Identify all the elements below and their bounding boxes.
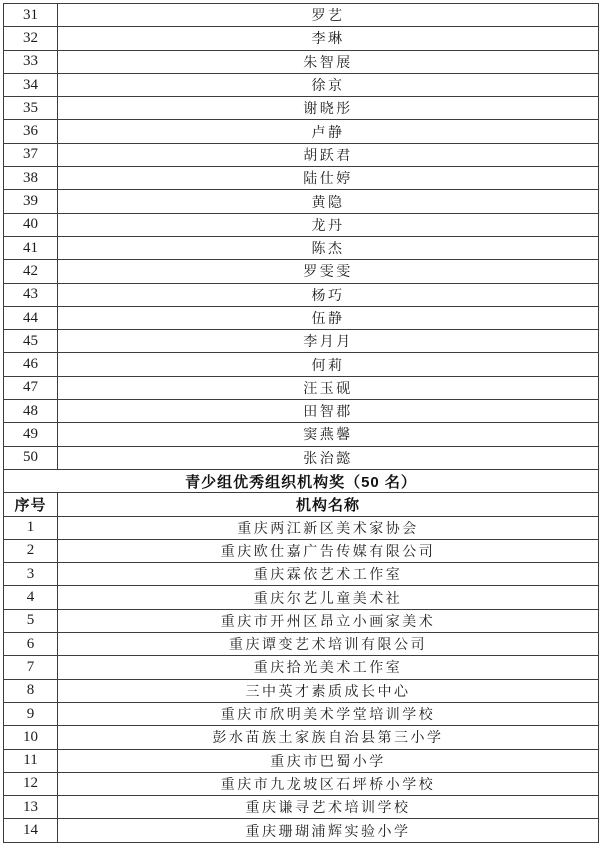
row-name: 徐京 [58, 73, 599, 96]
row-number: 37 [4, 143, 58, 166]
column-header-no: 序号 [4, 493, 58, 516]
row-number: 13 [4, 796, 58, 819]
row-name: 重庆市欣明美术学堂培训学校 [58, 702, 599, 725]
table-row [4, 353, 599, 376]
row-number: 8 [4, 679, 58, 702]
row-name: 彭水苗族土家族自治县第三小学 [58, 726, 599, 749]
row-name: 陈杰 [58, 236, 599, 259]
table-row [4, 213, 599, 236]
row-number: 33 [4, 50, 58, 73]
table-row [4, 50, 599, 73]
row-number: 42 [4, 260, 58, 283]
row-name: 朱智展 [58, 50, 599, 73]
table-row [4, 423, 599, 446]
row-number: 2 [4, 539, 58, 562]
row-number: 12 [4, 772, 58, 795]
row-name: 胡跃君 [58, 143, 599, 166]
row-name: 重庆市开州区昂立小画家美术 [58, 609, 599, 632]
row-name: 重庆欧仕嘉广告传媒有限公司 [58, 539, 599, 562]
table-row [4, 633, 599, 656]
row-name: 重庆谦寻艺术培训学校 [58, 796, 599, 819]
table-row [4, 702, 599, 725]
row-name: 龙丹 [58, 213, 599, 236]
table-row [4, 120, 599, 143]
table-row [4, 819, 599, 842]
row-number: 34 [4, 73, 58, 96]
row-name: 重庆尔艺儿童美术社 [58, 586, 599, 609]
row-name: 张治懿 [58, 446, 599, 469]
row-name: 罗艺 [58, 4, 599, 27]
row-number: 1 [4, 516, 58, 539]
row-name: 谢晓彤 [58, 97, 599, 120]
row-number: 31 [4, 4, 58, 27]
table-row [4, 516, 599, 539]
row-number: 7 [4, 656, 58, 679]
table-row [4, 563, 599, 586]
row-number: 48 [4, 400, 58, 423]
row-name: 窦燕馨 [58, 423, 599, 446]
row-number: 9 [4, 702, 58, 725]
row-name: 重庆谭变艺术培训有限公司 [58, 633, 599, 656]
org-column-header-section [4, 493, 599, 516]
table-row [4, 283, 599, 306]
row-name: 伍静 [58, 306, 599, 329]
section-header-row [4, 469, 599, 492]
row-number: 45 [4, 330, 58, 353]
row-number: 44 [4, 306, 58, 329]
table-row [4, 376, 599, 399]
row-name: 重庆两江新区美术家协会 [58, 516, 599, 539]
table-row [4, 539, 599, 562]
row-number: 43 [4, 283, 58, 306]
table-row [4, 586, 599, 609]
row-number: 14 [4, 819, 58, 842]
table-row [4, 73, 599, 96]
table-row [4, 679, 599, 702]
table-row [4, 656, 599, 679]
award-winners-table [3, 3, 599, 843]
table-row [4, 772, 599, 795]
table-row [4, 236, 599, 259]
row-number: 49 [4, 423, 58, 446]
row-name: 三中英才素质成长中心 [58, 679, 599, 702]
row-name: 重庆霖依艺术工作室 [58, 563, 599, 586]
table-row [4, 330, 599, 353]
table-row [4, 400, 599, 423]
table-row [4, 143, 599, 166]
row-name: 罗雯雯 [58, 260, 599, 283]
row-name: 汪玉砚 [58, 376, 599, 399]
row-number: 6 [4, 633, 58, 656]
row-number: 47 [4, 376, 58, 399]
row-number: 11 [4, 749, 58, 772]
table-row [4, 306, 599, 329]
row-name: 何莉 [58, 353, 599, 376]
row-name: 重庆市九龙坡区石坪桥小学校 [58, 772, 599, 795]
row-number: 36 [4, 120, 58, 143]
table-row [4, 4, 599, 27]
column-header-name: 机构名称 [58, 493, 599, 516]
row-number: 32 [4, 27, 58, 50]
row-name: 杨巧 [58, 283, 599, 306]
row-name: 重庆市巴蜀小学 [58, 749, 599, 772]
section-header-section [4, 469, 599, 492]
row-number: 46 [4, 353, 58, 376]
individual-winners-section [4, 4, 599, 470]
section-title: 青少组优秀组织机构奖（50 名） [4, 469, 599, 492]
table-row [4, 167, 599, 190]
row-number: 38 [4, 167, 58, 190]
row-name: 田智郡 [58, 400, 599, 423]
row-number: 10 [4, 726, 58, 749]
row-number: 40 [4, 213, 58, 236]
row-name: 重庆珊瑚浦辉实验小学 [58, 819, 599, 842]
table-row [4, 749, 599, 772]
row-number: 39 [4, 190, 58, 213]
table-row [4, 260, 599, 283]
row-number: 41 [4, 236, 58, 259]
row-name: 卢静 [58, 120, 599, 143]
row-number: 50 [4, 446, 58, 469]
table-row [4, 796, 599, 819]
row-name: 重庆拾光美术工作室 [58, 656, 599, 679]
table-row [4, 609, 599, 632]
table-row [4, 97, 599, 120]
row-name: 李琳 [58, 27, 599, 50]
row-number: 35 [4, 97, 58, 120]
column-header-row [4, 493, 599, 516]
table-row [4, 726, 599, 749]
row-number: 3 [4, 563, 58, 586]
row-name: 李月月 [58, 330, 599, 353]
table-row [4, 446, 599, 469]
organization-winners-section [4, 516, 599, 842]
row-name: 黄隐 [58, 190, 599, 213]
row-number: 5 [4, 609, 58, 632]
table-row [4, 27, 599, 50]
table-row [4, 190, 599, 213]
row-number: 4 [4, 586, 58, 609]
row-name: 陆仕婷 [58, 167, 599, 190]
